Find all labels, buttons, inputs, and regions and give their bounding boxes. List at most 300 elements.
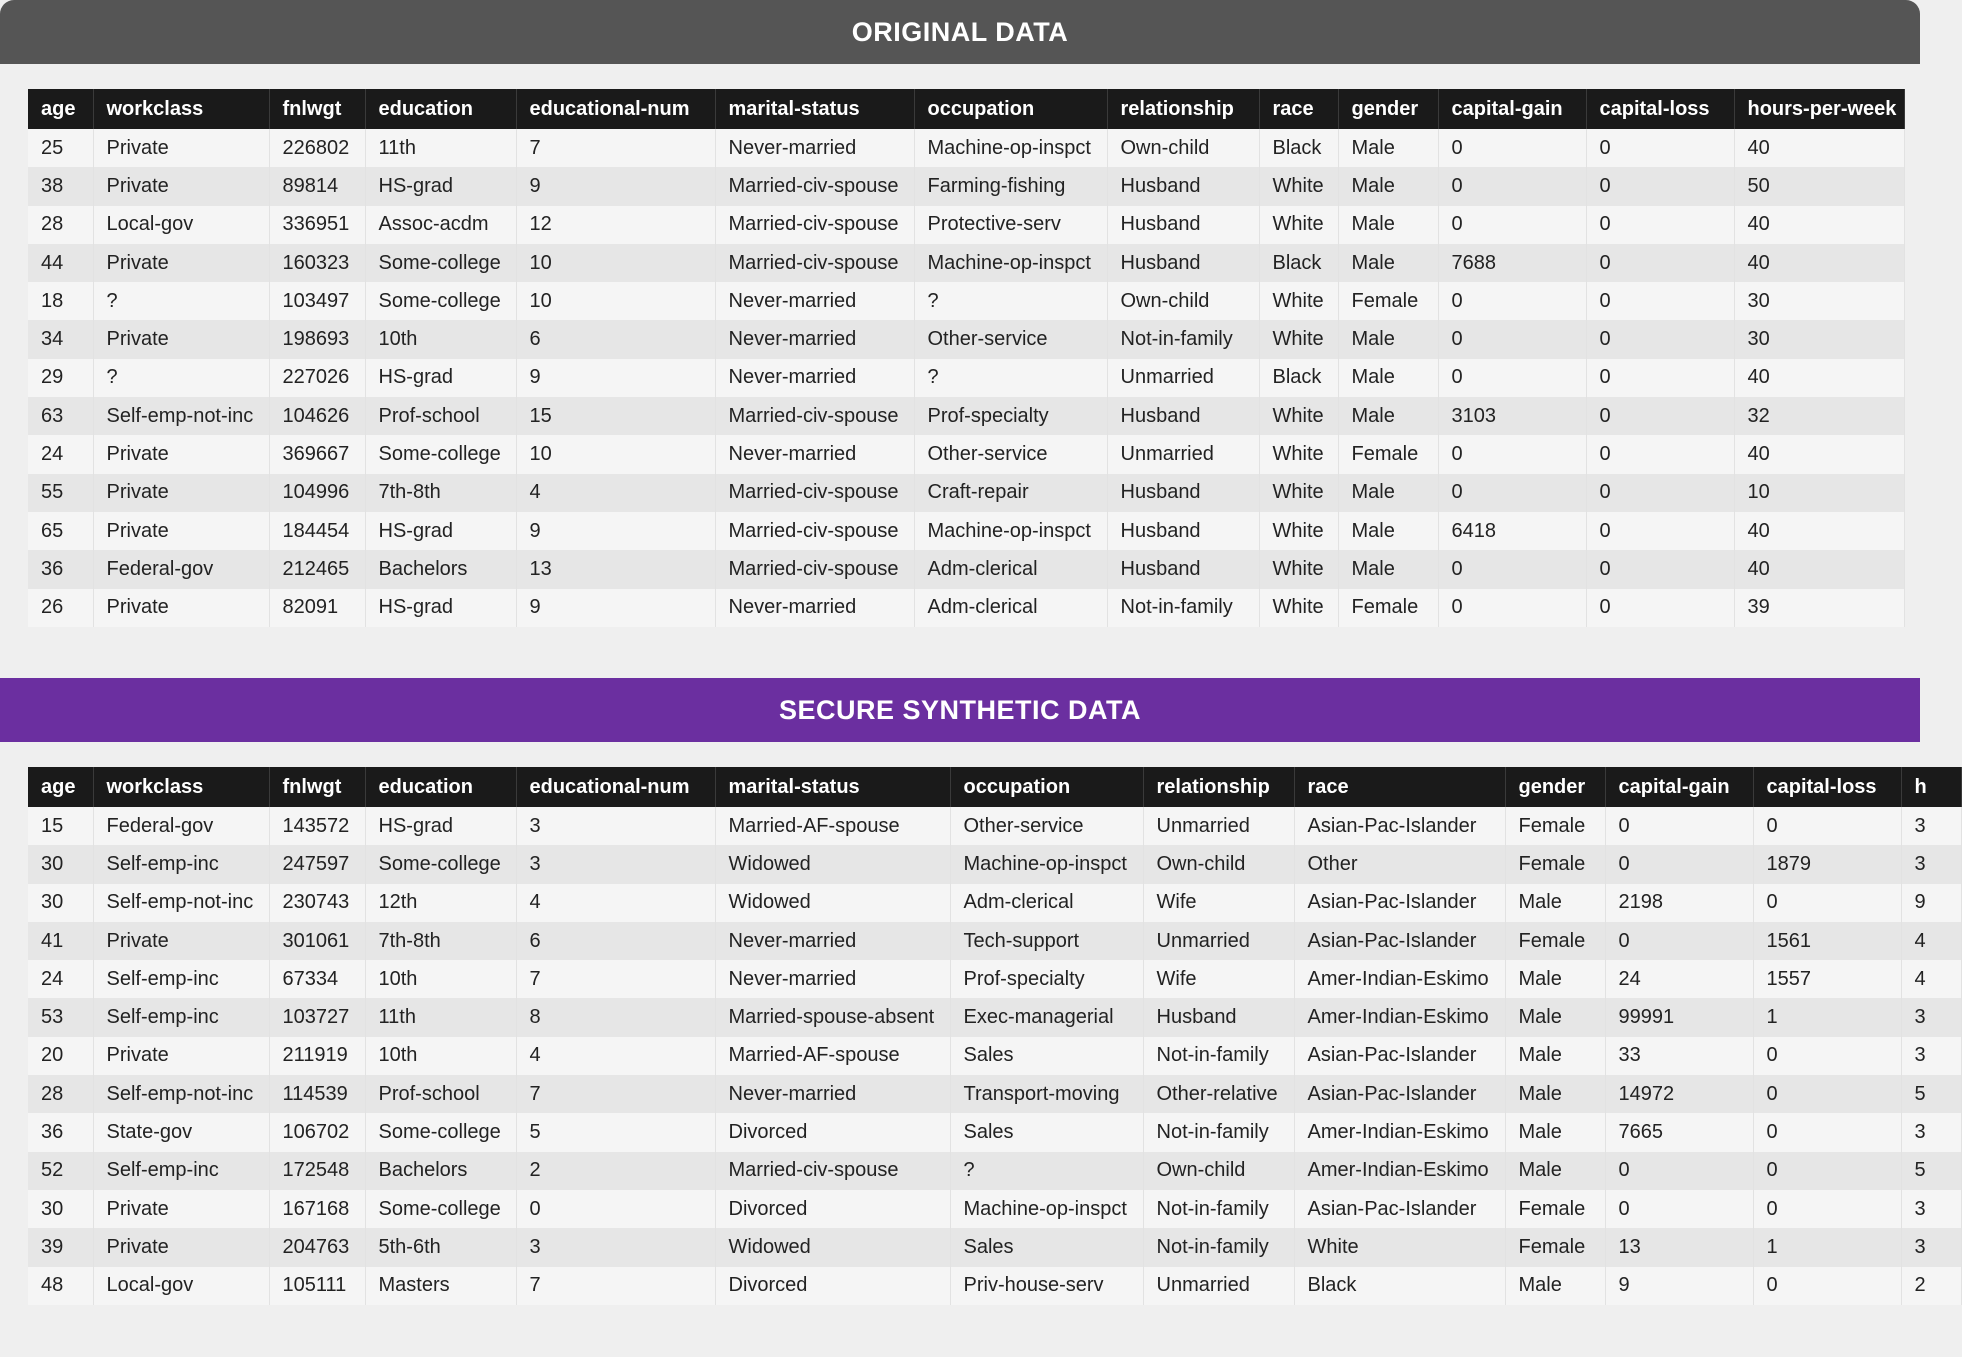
table-cell: HS-grad — [365, 512, 516, 550]
table-cell: Self-emp-inc — [93, 1152, 269, 1190]
table-cell: 106702 — [269, 1113, 365, 1151]
table-cell: 7 — [516, 1267, 715, 1305]
table-cell: Prof-specialty — [914, 397, 1107, 435]
table-cell: Never-married — [715, 282, 914, 320]
table-row — [28, 282, 1904, 320]
column-header-race: race — [1294, 767, 1505, 807]
table-cell: 3 — [516, 1228, 715, 1266]
table-cell: Other-relative — [1143, 1075, 1294, 1113]
table-cell: Widowed — [715, 1228, 950, 1266]
table-cell: 3 — [1901, 1037, 1961, 1075]
table-cell: 30 — [28, 1190, 93, 1228]
table-cell: 0 — [1586, 474, 1734, 512]
table-cell: 18 — [28, 282, 93, 320]
table-cell: 3103 — [1438, 397, 1586, 435]
table-cell: 4 — [516, 884, 715, 922]
table-cell: Asian-Pac-Islander — [1294, 884, 1505, 922]
table-cell: 3 — [1901, 1113, 1961, 1151]
column-header-age: age — [28, 767, 93, 807]
table-cell: 7665 — [1605, 1113, 1753, 1151]
table-cell: Other-service — [950, 807, 1143, 845]
table-cell: 1561 — [1753, 922, 1901, 960]
column-header-capital-gain: capital-gain — [1438, 89, 1586, 129]
table-cell: Farming-fishing — [914, 167, 1107, 205]
table-cell: 36 — [28, 550, 93, 588]
table-cell: Some-college — [365, 435, 516, 473]
table-cell: 26 — [28, 589, 93, 627]
table-cell: 0 — [1586, 435, 1734, 473]
table-cell: Married-AF-spouse — [715, 1037, 950, 1075]
table-cell: 1879 — [1753, 845, 1901, 883]
table-cell: Female — [1505, 1228, 1605, 1266]
table-cell: 9 — [1605, 1267, 1753, 1305]
table-cell: Unmarried — [1143, 1267, 1294, 1305]
table-cell: 89814 — [269, 167, 365, 205]
table-header-row — [28, 89, 1904, 129]
table-cell: Never-married — [715, 359, 914, 397]
table-cell: Other-service — [914, 435, 1107, 473]
table-cell: Never-married — [715, 922, 950, 960]
table-cell: Married-civ-spouse — [715, 244, 914, 282]
table-cell: 28 — [28, 1075, 93, 1113]
table-cell: 7th-8th — [365, 474, 516, 512]
table-cell: 40 — [1734, 206, 1904, 244]
table-cell: 30 — [28, 845, 93, 883]
table-cell: Adm-clerical — [950, 884, 1143, 922]
table-cell: 40 — [1734, 129, 1904, 167]
table-cell: Male — [1505, 884, 1605, 922]
table-cell: HS-grad — [365, 807, 516, 845]
table-cell: White — [1259, 397, 1338, 435]
original-data-header — [0, 0, 1920, 64]
table-cell: Private — [93, 320, 269, 358]
table-cell: Prof-school — [365, 397, 516, 435]
table-cell: ? — [914, 359, 1107, 397]
table-cell: 63 — [28, 397, 93, 435]
table-cell: Widowed — [715, 845, 950, 883]
table-cell: 4 — [1901, 960, 1961, 998]
table-cell: Husband — [1107, 206, 1259, 244]
table-cell: Not-in-family — [1143, 1190, 1294, 1228]
table-row — [28, 1190, 1961, 1228]
table-cell: 40 — [1734, 435, 1904, 473]
table-cell: Divorced — [715, 1267, 950, 1305]
table-cell: Self-emp-not-inc — [93, 397, 269, 435]
table-row — [28, 998, 1961, 1036]
table-cell: 10 — [516, 244, 715, 282]
table-cell: Not-in-family — [1107, 589, 1259, 627]
table-cell: 3 — [516, 807, 715, 845]
synthetic-data-table-container — [28, 767, 1927, 1305]
table-cell: Own-child — [1143, 1152, 1294, 1190]
original-data-table-container — [28, 89, 1920, 627]
table-cell: 7 — [516, 129, 715, 167]
original-data-table — [28, 89, 1905, 627]
table-cell: Other — [1294, 845, 1505, 883]
table-cell: 114539 — [269, 1075, 365, 1113]
table-cell: 11th — [365, 998, 516, 1036]
table-cell: Husband — [1107, 244, 1259, 282]
table-cell: 48 — [28, 1267, 93, 1305]
table-row — [28, 167, 1904, 205]
column-header-fnlwgt: fnlwgt — [269, 767, 365, 807]
table-cell: Other-service — [914, 320, 1107, 358]
table-cell: Private — [93, 512, 269, 550]
table-cell: Sales — [950, 1037, 1143, 1075]
table-cell: Amer-Indian-Eskimo — [1294, 1113, 1505, 1151]
column-header-gender: gender — [1338, 89, 1438, 129]
table-cell: 0 — [1753, 1152, 1901, 1190]
table-cell: Unmarried — [1107, 359, 1259, 397]
table-cell: 10 — [516, 282, 715, 320]
table-cell: 7 — [516, 1075, 715, 1113]
table-cell: ? — [93, 359, 269, 397]
table-cell: Not-in-family — [1143, 1113, 1294, 1151]
table-cell: 28 — [28, 206, 93, 244]
table-cell: 204763 — [269, 1228, 365, 1266]
table-cell: 10 — [516, 435, 715, 473]
table-row — [28, 807, 1961, 845]
table-cell: 53 — [28, 998, 93, 1036]
table-cell: 0 — [1586, 359, 1734, 397]
table-cell: 0 — [1438, 129, 1586, 167]
table-cell: 10th — [365, 960, 516, 998]
table-cell: Prof-school — [365, 1075, 516, 1113]
table-cell: Male — [1338, 206, 1438, 244]
table-row — [28, 922, 1961, 960]
synthetic-data-header — [0, 678, 1920, 742]
table-cell: Tech-support — [950, 922, 1143, 960]
table-cell: Never-married — [715, 589, 914, 627]
table-cell: 30 — [1734, 320, 1904, 358]
column-header-race: race — [1259, 89, 1338, 129]
table-cell: Never-married — [715, 435, 914, 473]
column-header-hours-per-week: hours-per-week — [1734, 89, 1904, 129]
table-cell: Male — [1505, 1075, 1605, 1113]
column-header-workclass: workclass — [93, 767, 269, 807]
table-cell: 7688 — [1438, 244, 1586, 282]
table-cell: White — [1259, 167, 1338, 205]
table-cell: Male — [1338, 512, 1438, 550]
synthetic-data-table — [28, 767, 1962, 1305]
column-header-h: h — [1901, 767, 1961, 807]
table-cell: Male — [1505, 998, 1605, 1036]
table-cell: 15 — [28, 807, 93, 845]
table-row — [28, 960, 1961, 998]
table-cell: 41 — [28, 922, 93, 960]
table-cell: 336951 — [269, 206, 365, 244]
table-cell: 0 — [1438, 206, 1586, 244]
table-cell: Husband — [1107, 397, 1259, 435]
table-cell: 211919 — [269, 1037, 365, 1075]
table-cell: Private — [93, 1190, 269, 1228]
table-cell: Sales — [950, 1228, 1143, 1266]
column-header-educational-num: educational-num — [516, 89, 715, 129]
table-cell: 5 — [1901, 1152, 1961, 1190]
table-cell: 24 — [28, 435, 93, 473]
table-cell: 10th — [365, 1037, 516, 1075]
table-row — [28, 1152, 1961, 1190]
table-cell: 0 — [1438, 320, 1586, 358]
table-cell: Local-gov — [93, 1267, 269, 1305]
table-cell: Masters — [365, 1267, 516, 1305]
table-cell: Male — [1338, 359, 1438, 397]
table-cell: 105111 — [269, 1267, 365, 1305]
column-header-occupation: occupation — [914, 89, 1107, 129]
table-cell: 15 — [516, 397, 715, 435]
table-cell: White — [1259, 206, 1338, 244]
table-cell: Machine-op-inspct — [914, 129, 1107, 167]
table-cell: Own-child — [1107, 129, 1259, 167]
table-cell: Adm-clerical — [914, 550, 1107, 588]
table-cell: Married-civ-spouse — [715, 206, 914, 244]
table-cell: Self-emp-not-inc — [93, 884, 269, 922]
table-cell: Female — [1505, 1190, 1605, 1228]
table-cell: Male — [1338, 397, 1438, 435]
table-cell: 82091 — [269, 589, 365, 627]
column-header-capital-loss: capital-loss — [1586, 89, 1734, 129]
table-cell: 5 — [1901, 1075, 1961, 1113]
table-cell: Married-civ-spouse — [715, 474, 914, 512]
table-cell: 11th — [365, 129, 516, 167]
table-cell: 13 — [516, 550, 715, 588]
table-cell: Never-married — [715, 129, 914, 167]
table-cell: Married-civ-spouse — [715, 512, 914, 550]
table-cell: 1 — [1753, 1228, 1901, 1266]
table-cell: 3 — [1901, 1190, 1961, 1228]
table-cell: ? — [950, 1152, 1143, 1190]
table-cell: 0 — [1605, 922, 1753, 960]
table-cell: White — [1259, 550, 1338, 588]
column-header-marital-status: marital-status — [715, 767, 950, 807]
table-cell: 230743 — [269, 884, 365, 922]
table-cell: Unmarried — [1143, 807, 1294, 845]
table-cell: 40 — [1734, 550, 1904, 588]
table-cell: 0 — [1605, 1152, 1753, 1190]
table-cell: Craft-repair — [914, 474, 1107, 512]
table-cell: 143572 — [269, 807, 365, 845]
table-cell: Female — [1338, 282, 1438, 320]
table-cell: Adm-clerical — [914, 589, 1107, 627]
table-cell: 2 — [516, 1152, 715, 1190]
table-cell: 29 — [28, 359, 93, 397]
table-row — [28, 589, 1904, 627]
table-row — [28, 1037, 1961, 1075]
table-cell: Black — [1259, 244, 1338, 282]
table-cell: 5th-6th — [365, 1228, 516, 1266]
table-cell: Not-in-family — [1143, 1228, 1294, 1266]
table-cell: 9 — [516, 167, 715, 205]
table-cell: White — [1259, 589, 1338, 627]
table-cell: 0 — [1586, 282, 1734, 320]
table-cell: Black — [1259, 129, 1338, 167]
table-cell: 103497 — [269, 282, 365, 320]
table-cell: Machine-op-inspct — [950, 845, 1143, 883]
table-cell: Male — [1338, 244, 1438, 282]
table-cell: White — [1259, 435, 1338, 473]
column-header-capital-gain: capital-gain — [1605, 767, 1753, 807]
table-row — [28, 550, 1904, 588]
table-cell: 50 — [1734, 167, 1904, 205]
table-row — [28, 129, 1904, 167]
table-row — [28, 320, 1904, 358]
table-cell: Exec-managerial — [950, 998, 1143, 1036]
table-cell: Private — [93, 167, 269, 205]
table-row — [28, 845, 1961, 883]
table-cell: White — [1259, 282, 1338, 320]
table-row — [28, 1267, 1961, 1305]
table-cell: 3 — [1901, 998, 1961, 1036]
table-cell: Male — [1338, 129, 1438, 167]
table-cell: White — [1259, 474, 1338, 512]
table-cell: 7 — [516, 960, 715, 998]
table-cell: 7th-8th — [365, 922, 516, 960]
table-row — [28, 435, 1904, 473]
column-header-relationship: relationship — [1107, 89, 1259, 129]
table-cell: 99991 — [1605, 998, 1753, 1036]
table-cell: Unmarried — [1107, 435, 1259, 473]
table-cell: 0 — [1438, 550, 1586, 588]
table-cell: 0 — [1586, 206, 1734, 244]
table-cell: 0 — [1753, 1037, 1901, 1075]
table-cell: 0 — [1753, 1075, 1901, 1113]
table-cell: 247597 — [269, 845, 365, 883]
table-cell: Private — [93, 129, 269, 167]
table-row — [28, 244, 1904, 282]
table-row — [28, 1113, 1961, 1151]
table-row — [28, 474, 1904, 512]
table-cell: 0 — [1605, 845, 1753, 883]
table-cell: Prof-specialty — [950, 960, 1143, 998]
column-header-workclass: workclass — [93, 89, 269, 129]
table-cell: State-gov — [93, 1113, 269, 1151]
table-cell: 20 — [28, 1037, 93, 1075]
column-header-educational-num: educational-num — [516, 767, 715, 807]
table-cell: Asian-Pac-Islander — [1294, 922, 1505, 960]
table-cell: Male — [1505, 960, 1605, 998]
table-cell: 0 — [1753, 1190, 1901, 1228]
table-cell: Federal-gov — [93, 807, 269, 845]
column-header-age: age — [28, 89, 93, 129]
table-cell: HS-grad — [365, 359, 516, 397]
table-cell: 104996 — [269, 474, 365, 512]
table-cell: 1557 — [1753, 960, 1901, 998]
table-row — [28, 397, 1904, 435]
table-cell: 2198 — [1605, 884, 1753, 922]
table-cell: 33 — [1605, 1037, 1753, 1075]
table-cell: 10th — [365, 320, 516, 358]
column-header-fnlwgt: fnlwgt — [269, 89, 365, 129]
table-cell: Female — [1505, 845, 1605, 883]
table-cell: 184454 — [269, 512, 365, 550]
table-cell: Male — [1338, 474, 1438, 512]
table-cell: 13 — [1605, 1228, 1753, 1266]
table-cell: Private — [93, 474, 269, 512]
table-cell: 3 — [516, 845, 715, 883]
table-cell: 6 — [516, 320, 715, 358]
table-cell: HS-grad — [365, 167, 516, 205]
table-cell: 34 — [28, 320, 93, 358]
table-cell: 0 — [1753, 1267, 1901, 1305]
table-cell: 0 — [1605, 1190, 1753, 1228]
table-cell: Private — [93, 1037, 269, 1075]
table-cell: 3 — [1901, 1228, 1961, 1266]
table-row — [28, 884, 1961, 922]
table-cell: 0 — [1753, 1113, 1901, 1151]
table-cell: Sales — [950, 1113, 1143, 1151]
table-cell: Husband — [1107, 512, 1259, 550]
table-cell: 104626 — [269, 397, 365, 435]
table-cell: Married-civ-spouse — [715, 397, 914, 435]
table-row — [28, 359, 1904, 397]
table-cell: Private — [93, 1228, 269, 1266]
table-cell: Some-college — [365, 244, 516, 282]
table-cell: Asian-Pac-Islander — [1294, 807, 1505, 845]
table-cell: 24 — [28, 960, 93, 998]
table-cell: Protective-serv — [914, 206, 1107, 244]
table-cell: Wife — [1143, 960, 1294, 998]
table-cell: 38 — [28, 167, 93, 205]
table-cell: 369667 — [269, 435, 365, 473]
table-cell: 30 — [1734, 282, 1904, 320]
table-cell: Own-child — [1107, 282, 1259, 320]
table-cell: 30 — [28, 884, 93, 922]
table-cell: Husband — [1143, 998, 1294, 1036]
table-cell: Assoc-acdm — [365, 206, 516, 244]
table-cell: Federal-gov — [93, 550, 269, 588]
table-cell: Self-emp-inc — [93, 845, 269, 883]
table-cell: Machine-op-inspct — [950, 1190, 1143, 1228]
table-cell: Divorced — [715, 1190, 950, 1228]
table-cell: 4 — [516, 1037, 715, 1075]
table-cell: 0 — [1753, 807, 1901, 845]
table-cell: 39 — [28, 1228, 93, 1266]
table-cell: HS-grad — [365, 589, 516, 627]
table-cell: Married-civ-spouse — [715, 550, 914, 588]
table-cell: 0 — [1753, 884, 1901, 922]
table-cell: Asian-Pac-Islander — [1294, 1075, 1505, 1113]
table-cell: Self-emp-inc — [93, 960, 269, 998]
table-cell: Married-AF-spouse — [715, 807, 950, 845]
table-cell: 0 — [1586, 167, 1734, 205]
table-cell: Machine-op-inspct — [914, 512, 1107, 550]
table-cell: Wife — [1143, 884, 1294, 922]
table-cell: Some-college — [365, 1190, 516, 1228]
table-cell: 301061 — [269, 922, 365, 960]
table-cell: Amer-Indian-Eskimo — [1294, 998, 1505, 1036]
table-cell: Female — [1338, 435, 1438, 473]
table-cell: Husband — [1107, 167, 1259, 205]
table-cell: White — [1259, 512, 1338, 550]
table-cell: 0 — [1605, 807, 1753, 845]
table-cell: Machine-op-inspct — [914, 244, 1107, 282]
table-cell: Self-emp-inc — [93, 998, 269, 1036]
table-cell: Private — [93, 244, 269, 282]
table-cell: Never-married — [715, 1075, 950, 1113]
table-cell: White — [1259, 320, 1338, 358]
table-cell: Black — [1294, 1267, 1505, 1305]
table-cell: Transport-moving — [950, 1075, 1143, 1113]
table-cell: Husband — [1107, 550, 1259, 588]
table-cell: 1 — [1753, 998, 1901, 1036]
table-cell: Some-college — [365, 282, 516, 320]
table-cell: 24 — [1605, 960, 1753, 998]
table-cell: 6 — [516, 922, 715, 960]
table-cell: 4 — [516, 474, 715, 512]
table-header-row — [28, 767, 1961, 807]
table-cell: ? — [914, 282, 1107, 320]
table-cell: Private — [93, 435, 269, 473]
